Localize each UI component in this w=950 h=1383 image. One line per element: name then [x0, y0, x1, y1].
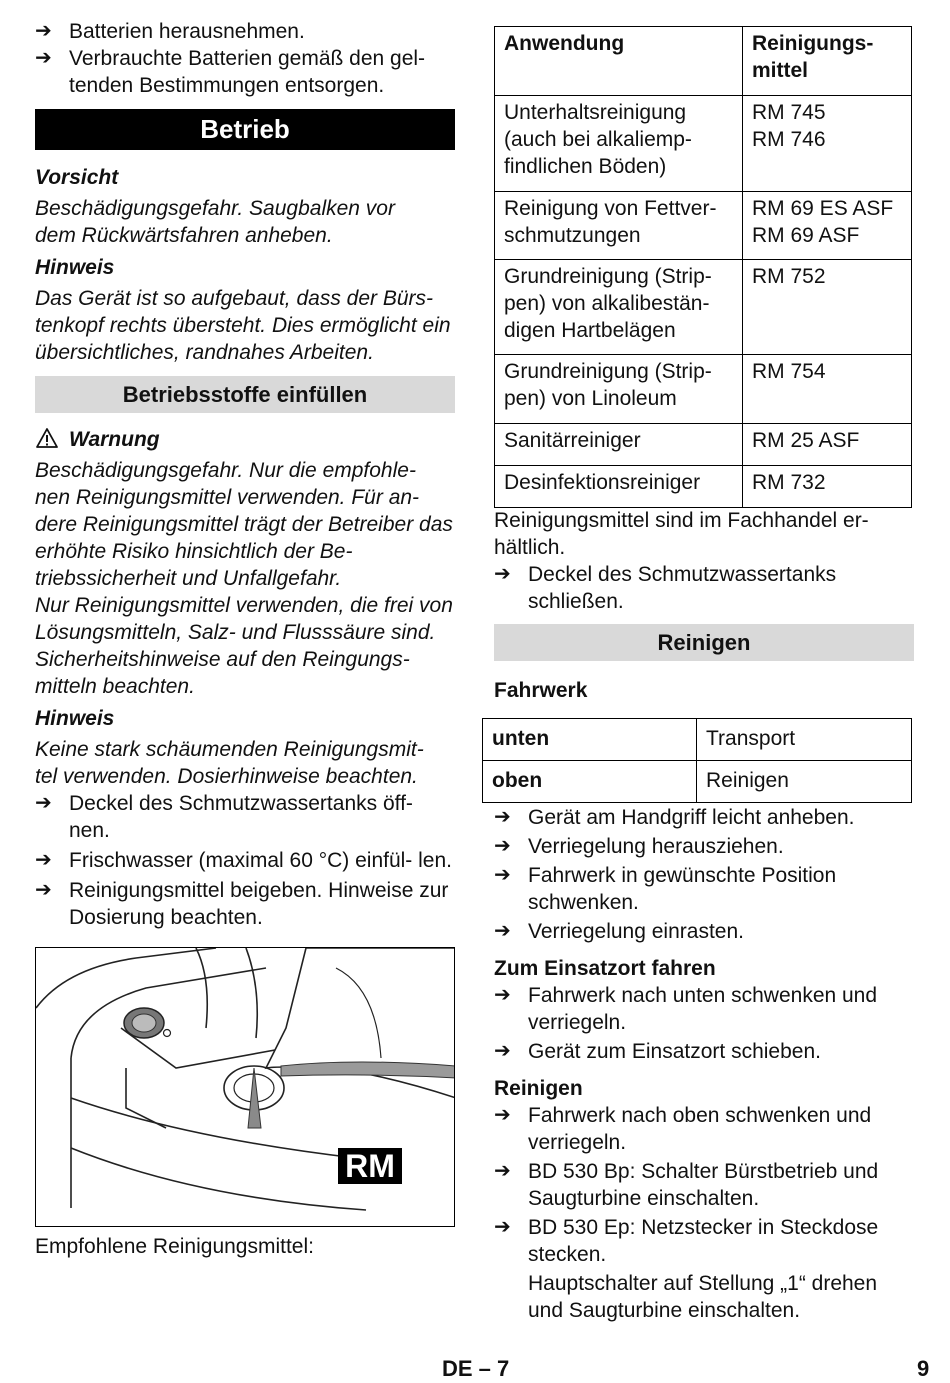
section-heading-betrieb: Betrieb [35, 109, 455, 150]
reinigen-note: Hauptschalter auf Stellung „1“ drehen und Saugturbine einschalten. [528, 1272, 878, 1322]
bullet-text: Frischwasser (maximal 60 °C) einfül- len. [69, 849, 452, 872]
arrow-icon: ➔ [35, 879, 52, 901]
hinweis-label: Hinweis [35, 707, 115, 730]
bullet-text: Fahrwerk in gewünschte Position schwenken. [528, 864, 837, 914]
list-item [494, 804, 914, 831]
arrow-icon: ➔ [494, 864, 511, 886]
table-cell: Desinfektionsreiniger [495, 466, 743, 508]
list-item [494, 1102, 914, 1156]
table-row [495, 466, 912, 508]
vorsicht-text: Beschädigungsgefahr. Saugbalken vor dem Rückwärtsfahren anheben. [35, 197, 395, 247]
table-cell: RM 752 [743, 260, 912, 355]
table-row [495, 192, 912, 260]
warnung-text: Beschädigungsgefahr. Nur die empfohle- nen Reinigungsmittel verwenden. Für an- dere Reinigungsmittel trägt der Betreiber das erhöhte Risiko hinsichtlich der Be- triebssicherheit und Unfallgefahr. [35, 459, 453, 590]
cap-icon [124, 1008, 171, 1038]
arrow-icon: ➔ [494, 984, 511, 1006]
vorsicht-label: Vorsicht [35, 166, 119, 189]
bullet-text: Gerät zum Einsatzort schieben. [528, 1040, 821, 1063]
list-item [494, 833, 914, 860]
table-cell: RM 754 [743, 355, 912, 424]
availability-note: Reinigungsmittel sind im Fachhandel er- hältlich. [494, 509, 869, 559]
arrow-icon: ➔ [494, 1216, 511, 1238]
bullet-text: Deckel des Schmutzwassertanks öff- nen. [69, 792, 413, 842]
arrow-icon: ➔ [494, 1040, 511, 1062]
left-column [35, 18, 455, 1260]
bullet-text: Verbrauchte Batterien gemäß den gel- tenden Bestimmungen entsorgen. [69, 47, 426, 97]
fahrwerk-heading: Fahrwerk [494, 679, 588, 702]
table-row [483, 719, 912, 761]
arrow-icon: ➔ [494, 920, 511, 942]
reinigen-heading: Reinigen [494, 1077, 583, 1100]
table-cell: RM 732 [743, 466, 912, 508]
hinweis-text: Keine stark schäumenden Reinigungsmit- tel verwenden. Dosierhinweise beachten. [35, 738, 424, 788]
arrow-icon: ➔ [494, 806, 511, 828]
arrow-icon: ➔ [35, 849, 52, 871]
hinweis-text: Das Gerät ist so aufgebaut, dass der Bürs- tenkopf rechts übersteht. Dies ermöglicht ein übersichtliches, randnahes Arbeiten. [35, 287, 451, 364]
bullet-text: Fahrwerk nach oben schwenken und verriegeln. [528, 1104, 872, 1154]
table-cell: Grundreinigung (Strip- pen) von alkalibestän- digen Hartbelägen [495, 260, 743, 355]
bullet-text: BD 530 Bp: Schalter Bürstbetrieb und Saugturbine einschalten. [528, 1160, 879, 1210]
list-item [35, 877, 455, 931]
arrow-icon: ➔ [35, 47, 52, 69]
arrow-icon: ➔ [494, 1160, 511, 1182]
arrow-icon: ➔ [494, 835, 511, 857]
table-header-cell: Anwendung [495, 27, 743, 96]
table-cell: Reinigung von Fettver- schmutzungen [495, 192, 743, 260]
table-header-row [495, 27, 912, 96]
table-header-cell: Reinigungs- mittel [743, 27, 912, 96]
list-item [35, 45, 455, 99]
list-item [35, 790, 455, 844]
right-column [494, 26, 914, 1324]
list-item [35, 847, 455, 874]
list-item [494, 1038, 914, 1065]
bullet-text: Fahrwerk nach unten schwenken und verriegeln. [528, 984, 878, 1034]
table-cell: Unterhaltsreinigung (auch bei alkaliemp- findlichen Böden) [495, 96, 743, 192]
table-cell: unten [483, 719, 697, 761]
list-item [494, 1158, 914, 1212]
table-row [495, 96, 912, 192]
table-cell: Transport [697, 719, 912, 761]
table-cell: Grundreinigung (Strip- pen) von Linoleum [495, 355, 743, 424]
bullet-text: Deckel des Schmutzwassertanks schließen. [528, 563, 837, 613]
bullet-text: Reinigungsmittel beigeben. Hinweise zur Dosierung beachten. [69, 879, 449, 929]
table-cell: RM 69 ES ASF RM 69 ASF [743, 192, 912, 260]
illustration-pouring-detergent [35, 947, 455, 1227]
arrow-icon: ➔ [35, 792, 52, 814]
table-cell: RM 745 RM 746 [743, 96, 912, 192]
hinweis-label: Hinweis [35, 256, 115, 279]
warnung-text: Sicherheitshinweise auf den Reingungs- mitteln beachten. [35, 648, 410, 698]
rm-label: RM [345, 1148, 395, 1184]
page-footer-label: DE – 7 [442, 1356, 510, 1381]
table-cell: oben [483, 761, 697, 803]
arrow-icon: ➔ [494, 563, 511, 585]
bullet-text: Batterien herausnehmen. [69, 20, 305, 43]
subsection-heading-betriebsstoffe: Betriebsstoffe einfüllen [35, 376, 455, 413]
einsatzort-heading: Zum Einsatzort fahren [494, 957, 716, 980]
figure-caption: Empfohlene Reinigungsmittel: [35, 1235, 314, 1258]
fahrwerk-table [482, 718, 912, 803]
table-cell: Reinigen [697, 761, 912, 803]
table-cell: RM 25 ASF [743, 424, 912, 466]
table-cell: Sanitärreiniger [495, 424, 743, 466]
bullet-text: Gerät am Handgriff leicht anheben. [528, 806, 855, 829]
bullet-text: Verriegelung herausziehen. [528, 835, 784, 858]
list-item [494, 918, 914, 945]
list-item [494, 1214, 914, 1268]
bullet-text: Verriegelung einrasten. [528, 920, 744, 943]
list-item [494, 982, 914, 1036]
page-number: 9 [917, 1356, 930, 1381]
warnung-text: Nur Reinigungsmittel verwenden, die frei von Lösungsmitteln, Salz- und Flusssäure sind. [35, 594, 453, 644]
warnung-heading [35, 426, 455, 453]
table-row [495, 424, 912, 466]
list-item [494, 561, 914, 615]
list-item [494, 862, 914, 916]
list-item [35, 18, 455, 45]
bullet-text: BD 530 Ep: Netzstecker in Steckdose stecken. [528, 1216, 879, 1266]
detergent-table [494, 26, 912, 508]
warnung-label: Warnung [69, 428, 160, 451]
machine-tank-illustration [36, 948, 455, 1227]
table-row [495, 260, 912, 355]
arrow-icon: ➔ [494, 1104, 511, 1126]
table-row [483, 761, 912, 803]
section-heading-reinigen: Reinigen [494, 624, 914, 661]
arrow-icon: ➔ [35, 20, 52, 42]
table-row [495, 355, 912, 424]
warning-triangle-icon [35, 427, 59, 449]
